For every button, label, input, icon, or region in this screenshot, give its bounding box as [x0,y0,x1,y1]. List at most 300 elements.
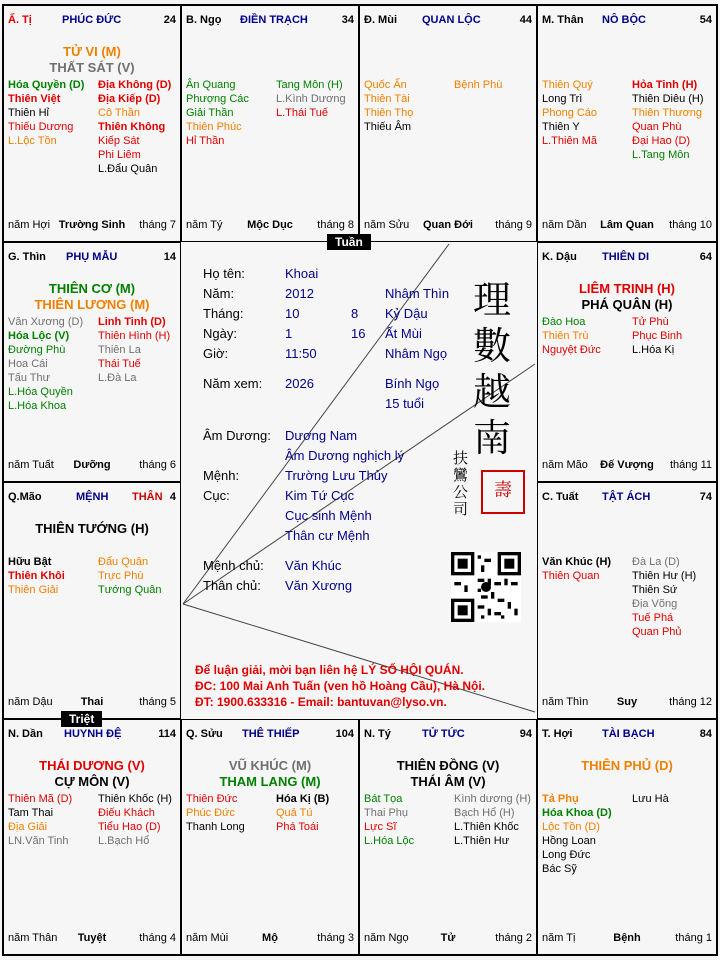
palace-hoi [537,719,717,955]
minor-star: Quan Phù [632,121,682,133]
minor-star: Phúc Đức [186,807,235,819]
minor-star: Địa Giải [8,821,48,833]
footer-month: tháng 2 [495,932,532,944]
info-v3: Ất Mùi [385,326,422,341]
main-star: THAM LANG (M) [219,774,321,789]
info-k: Họ tên: [203,266,245,281]
palace-name: MỆNH [76,491,109,503]
triet-badge: Triệt [61,711,102,727]
palace-name: PHÚC ĐỨC [62,14,122,26]
minor-star: Đại Hao (D) [632,135,691,147]
footer-month: tháng 1 [675,932,712,944]
footer-year: năm Tuất [8,459,54,471]
info-v2: 8 [351,306,359,321]
palace-footer [8,932,176,946]
main-stars [538,281,716,313]
left-star-column [186,78,249,148]
palace-header [542,14,712,28]
minor-star: Địa Không (D) [98,79,172,91]
minor-star: Hoa Cái [8,358,48,370]
main-star: CỰ MÔN (V) [54,774,130,789]
minor-star: Thiên Y [542,121,580,133]
palace-number: 24 [163,14,176,26]
contact-line-1: Để luận giải, mời bạn liên hệ LÝ SỐ HỘI QUÁN. [195,663,464,677]
palace-footer [8,696,176,710]
palace-footer [542,696,712,710]
footer-year: năm Tý [186,219,223,231]
cuc-value-2: Cục sinh Mệnh [285,508,372,523]
minor-star: L.Hóa Kị [632,344,675,356]
palace-can: Q.Mão [8,491,42,503]
palace-suu [181,719,359,955]
minor-star: L.Thái Tuế [276,107,328,119]
minor-star: Thiếu Âm [364,121,412,133]
minor-star: Bạch Hổ (H) [454,807,515,819]
minor-star: Thiếu Dương [8,121,74,133]
left-star-column [364,78,413,134]
palace-header [8,728,176,742]
footer-month: tháng 3 [317,932,354,944]
main-star: PHÁ QUÂN (H) [581,297,673,312]
palace-can: M. Thân [542,14,584,26]
cuc-value-3: Thân cư Mệnh [285,528,370,543]
palace-header [542,728,712,742]
minor-star: Thiên Hình (H) [98,330,171,342]
palace-can: G. Thìn [8,251,46,263]
palace-ngo [181,5,359,242]
right-star-column [98,315,170,385]
palace-name: THIÊN DI [602,251,650,263]
palace-can: K. Dậu [542,251,577,263]
minor-star: Hóa Lộc (V) [8,330,70,342]
right-star-column [632,315,682,357]
palace-number: 114 [158,728,176,740]
right-star-column [98,792,172,848]
vertical-text [453,450,468,518]
left-star-column [8,315,83,413]
main-star: THIÊN PHỦ (D) [581,758,673,773]
minor-star: Quốc Ấn [364,79,407,91]
left-star-column [364,792,414,848]
minor-star: Địa Võng [632,598,678,610]
minor-star: Phượng Các [186,93,249,105]
minor-star: Phong Cáo [542,107,598,119]
footer-stage: Dưỡng [73,459,111,471]
footer-month: tháng 11 [669,459,712,471]
am-duong-value-2: Âm Dương nghịch lý [285,448,405,463]
minor-star: Thiên Việt [8,93,61,105]
footer-year: năm Dần [542,219,587,231]
info-v1: 11:50 [285,346,317,361]
footer-year: năm Mão [542,459,588,471]
minor-star: Thiên Đức [186,793,238,805]
minor-star: Bệnh Phù [454,79,503,91]
palace-footer [364,219,532,233]
minor-star: Hóa Kị (B) [276,793,330,805]
palace-header [8,491,176,505]
minor-star: Đường Phù [8,344,66,356]
minor-star: Thiên Diêu (H) [632,93,704,105]
palace-ty [359,719,537,955]
footer-month: tháng 6 [139,459,176,471]
minor-star: Tả Phụ [542,793,579,805]
palace-header [542,251,712,265]
palace-name: QUAN LỘC [422,14,481,26]
left-star-column [186,792,245,834]
footer-stage: Mộ [262,932,278,944]
contact-line-2: ĐC: 100 Mai Anh Tuấn (ven hồ Hoàng Cầu), Hà Nội. [195,679,486,693]
info-k: Giờ: [203,346,229,361]
palace-header [8,14,176,28]
info-v2: 16 [351,326,366,341]
palace-mao [3,482,181,719]
palace-footer [542,459,712,473]
minor-star: Đà La (D) [632,556,680,568]
main-star: THIÊN TƯỚNG (H) [35,521,149,536]
palace-footer [542,219,712,233]
main-star: THIÊN CƠ (M) [48,281,136,296]
footer-month: tháng 5 [139,696,176,708]
info-v1: 1 [285,326,293,341]
red-seal: 壽 [481,470,525,514]
palace-header [8,251,176,265]
minor-star: Thiên Giải [8,584,59,596]
minor-star: L.Thiên Mã [542,135,598,147]
palace-footer [8,459,176,473]
than-chu-value: Văn Xương [285,578,353,593]
minor-star: Thiên Hư (H) [632,570,697,582]
palace-number: 44 [519,14,532,26]
right-star-column [276,78,346,120]
main-stars [182,758,358,790]
info-k: Năm: [203,286,235,301]
palace-footer [186,932,354,946]
minor-star: Giải Thần [186,107,234,119]
palace-name: TỬ TỨC [422,728,465,740]
contact-line-3: ĐT: 1900.633316 - Email: bantuvan@lyso.vn. [195,695,447,709]
left-star-column [8,792,72,848]
am-duong-label: Âm Dương: [203,428,271,443]
menh-value: Trường Lưu Thủy [285,468,388,483]
info-v3: Nhâm Thìn [385,286,450,301]
info-v1: 10 [285,306,300,321]
palace-number: 54 [699,14,712,26]
main-star: LIÊM TRINH (H) [578,281,676,296]
minor-star: Tấu Thư [8,372,51,384]
palace-number: 74 [699,491,712,503]
left-star-column [8,555,65,597]
palace-can: T. Hợi [542,728,573,740]
minor-star: L.Lộc Tồn [8,135,57,147]
palace-number: 84 [699,728,712,740]
minor-star: Hỉ Thần [186,135,225,147]
minor-star: Tướng Quân [98,584,162,596]
minor-star: Thiên Thọ [364,107,414,119]
than-marker: THÂN [132,491,163,503]
palace-header [364,728,532,742]
footer-year: năm Thìn [542,696,589,708]
than-chu-label: Thân chủ: [203,578,261,593]
right-star-column [632,78,704,162]
footer-stage: Quan Đới [423,219,473,231]
minor-star: Thiên Thương [632,107,703,119]
left-star-column [542,315,601,357]
minor-star: Kiếp Sát [98,135,140,147]
minor-star: Phục Binh [632,330,683,342]
minor-star: Văn Khúc (H) [542,556,612,568]
palace-can: Q. Sửu [186,728,223,740]
vertical-char: 公 [453,483,469,501]
cuc-label: Cục: [203,488,230,503]
footer-stage: Suy [616,696,638,708]
footer-stage: Thai [80,696,104,708]
minor-star: Thiên Mã (D) [8,793,73,805]
palace-can: C. Tuất [542,491,579,503]
tuan-badge: Tuần [327,234,371,250]
cuc-value: Kim Tứ Cục [285,488,355,503]
minor-star: Thiên Tài [364,93,410,105]
callig-char: 理 [473,278,512,322]
horoscope-grid [2,4,718,956]
palace-can: Ấ. Tị [8,14,32,26]
minor-star: Lực Sĩ [364,821,397,833]
minor-star: Điếu Khách [98,807,155,819]
minor-star: Hóa Quyền (D) [8,79,85,91]
minor-star: Thanh Long [186,821,245,833]
cuc-row-3 [203,528,533,546]
minor-star: Kình dương (H) [454,793,531,805]
palace-ti [3,5,181,242]
minor-star: Lưu Hà [632,793,669,805]
palace-header [364,14,532,28]
minor-star: L.Hóa Quyền [8,386,73,398]
palace-than-m [537,5,717,242]
palace-name: TẬT ÁCH [602,491,651,503]
right-star-column [632,555,696,639]
minor-star: Nguyệt Đức [542,344,601,356]
footer-month: tháng 4 [139,932,176,944]
minor-star: Thiên Quý [542,79,593,91]
minor-star: Văn Xương (D) [8,316,84,328]
palace-footer [364,932,532,946]
palace-number: 104 [335,728,354,740]
footer-year: năm Hợi [8,219,51,231]
minor-star: Tuế Phá [632,612,674,624]
palace-mui [359,5,537,242]
info-k: Ngày: [203,326,237,341]
palace-number: 94 [519,728,532,740]
footer-stage: Đế Vượng [600,459,654,471]
left-star-column [542,792,612,876]
minor-star: L.Thiên Hư [454,835,510,847]
footer-year: năm Thân [8,932,58,944]
minor-star: Thái Tuế [98,358,141,370]
minor-star: LN.Văn Tinh [8,835,69,847]
palace-tuat [537,482,717,719]
minor-star: Bát Tọa [364,793,403,805]
vertical-char: 鸞 [453,466,469,484]
minor-star: Bác Sỹ [542,863,577,875]
minor-star: Long Đức [542,849,591,861]
am-duong-value: Dương Nam [285,428,358,443]
palace-header [186,14,354,28]
minor-star: L.Đẩu Quân [98,163,158,175]
palace-name: PHỤ MẪU [66,251,118,263]
palace-header [542,491,712,505]
palace-thin [3,242,181,482]
palace-header [186,728,354,742]
info-v3: 15 tuổi [385,396,425,411]
palace-number: 14 [163,251,176,263]
info-v3: Nhâm Ngọ [385,346,448,361]
main-star: TỬ VI (M) [63,44,121,59]
footer-year: năm Tị [542,932,576,944]
info-v1: 2012 [285,286,314,301]
main-star: VŨ KHÚC (M) [228,758,312,773]
main-star: THÁI DƯƠNG (V) [39,758,145,773]
minor-star: Đẩu Quân [98,556,149,568]
footer-month: tháng 9 [495,219,532,231]
main-stars [4,758,180,790]
qr-code [451,552,521,622]
minor-star: Thiên La [98,344,141,356]
minor-star: Thiên Trù [542,330,589,342]
palace-can: N. Dần [8,728,43,740]
minor-star: Phi Liêm [98,149,141,161]
minor-star: Tang Môn (H) [276,79,343,91]
footer-month: tháng 7 [139,219,176,231]
minor-star: Tử Phù [632,316,669,328]
minor-star: Hữu Bật [8,556,52,568]
minor-star: L.Bạch Hổ [98,835,150,847]
footer-year: năm Sửu [364,219,410,231]
footer-month: tháng 8 [317,219,354,231]
minor-star: L.Đà La [98,372,137,384]
minor-star: Địa Kiếp (D) [98,93,161,105]
minor-star: L.Tang Môn [632,149,690,161]
minor-star: Long Trì [542,93,583,105]
minor-star: Hóa Khoa (D) [542,807,612,819]
minor-star: Quả Tú [276,807,313,819]
main-star: THẤT SÁT (V) [49,60,135,75]
menh-chu-label: Mệnh chủ: [203,558,264,573]
minor-star: Trực Phù [98,570,144,582]
vertical-char: 司 [453,500,469,518]
minor-star: Hỏa Tinh (H) [632,79,698,91]
minor-star: L.Thiên Khốc [454,821,519,833]
minor-star: Thiên Khôi [8,570,65,582]
palace-number: 4 [169,491,176,503]
main-stars [360,758,536,790]
main-star: THIÊN LƯƠNG (M) [34,297,150,312]
minor-star: Quan Phủ [632,626,682,638]
footer-stage: Tuyệt [77,932,107,944]
minor-star: Tam Thai [8,807,54,819]
footer-year: năm Mùi [186,932,229,944]
minor-star: L.Hóa Khoa [8,400,67,412]
minor-star: Phá Toái [276,821,319,833]
footer-stage: Tử [440,932,456,944]
right-star-column [632,792,669,806]
right-star-column [98,555,162,597]
footer-month: tháng 10 [669,219,712,231]
info-v1: Khoai [285,266,319,281]
palace-dau [537,242,717,482]
palace-can: Đ. Mùi [364,14,397,26]
palace-name: NÔ BỘC [602,14,646,26]
minor-star: Cô Thần [98,107,140,119]
footer-stage: Trường Sinh [58,219,126,231]
palace-name: THÊ THIẾP [242,728,300,740]
right-star-column [98,78,171,176]
palace-name: HUYNH ĐỆ [64,728,122,740]
minor-star: L.Hóa Lộc [364,835,415,847]
left-star-column [542,555,611,583]
main-stars [4,44,180,76]
footer-stage: Mộc Dục [247,219,293,231]
minor-star: Thiên Quan [542,570,600,582]
callig-char: 南 [473,416,512,460]
minor-star: Thiên Khốc (H) [98,793,172,805]
footer-year: năm Dậu [8,696,53,708]
minor-star: Linh Tinh (D) [98,316,166,328]
info-v1: 2026 [285,376,314,391]
callig-char: 數 [473,324,512,368]
palace-can: N. Tý [364,728,391,740]
palace-footer [8,219,176,233]
callig-char: 越 [473,370,512,414]
center-panel [181,242,537,719]
footer-stage: Bệnh [613,932,641,944]
left-star-column [542,78,597,148]
main-stars [4,281,180,313]
left-star-column [8,78,84,148]
vertical-char: 扶 [453,449,469,467]
minor-star: Thiên Không [98,121,166,133]
footer-year: năm Ngọ [364,932,409,944]
palace-name: ĐIỀN TRẠCH [240,14,308,26]
main-star: THÁI ÂM (V) [410,774,486,789]
menh-label: Mệnh: [203,468,240,483]
minor-star: Thai Phụ [364,807,409,819]
palace-number: 34 [341,14,354,26]
palace-footer [186,219,354,233]
palace-number: 64 [699,251,712,263]
footer-month: tháng 12 [669,696,712,708]
minor-star: Thiên Phúc [186,121,242,133]
minor-star: Đào Hoa [542,316,586,328]
palace-dan [3,719,181,955]
right-star-column [454,792,531,848]
minor-star: Thiên Hỉ [8,107,49,119]
info-v3: Kỷ Dậu [385,306,428,321]
minor-star: Hồng Loan [542,835,596,847]
minor-star: Thiên Sứ [632,584,678,596]
palace-name: TÀI BẠCH [602,728,655,740]
main-star: THIÊN ĐỒNG (V) [396,758,500,773]
info-k: Tháng: [203,306,244,321]
footer-stage: Lâm Quan [600,219,654,231]
menh-chu-value: Văn Khúc [285,558,342,573]
main-stars [538,758,716,774]
minor-star: L.Kình Dương [276,93,346,105]
right-star-column [276,792,329,834]
palace-footer [542,932,712,946]
right-star-column [454,78,502,92]
minor-star: Tiểu Hao (D) [98,821,161,833]
minor-star: Lộc Tồn (D) [542,821,600,833]
main-stars [4,521,180,537]
